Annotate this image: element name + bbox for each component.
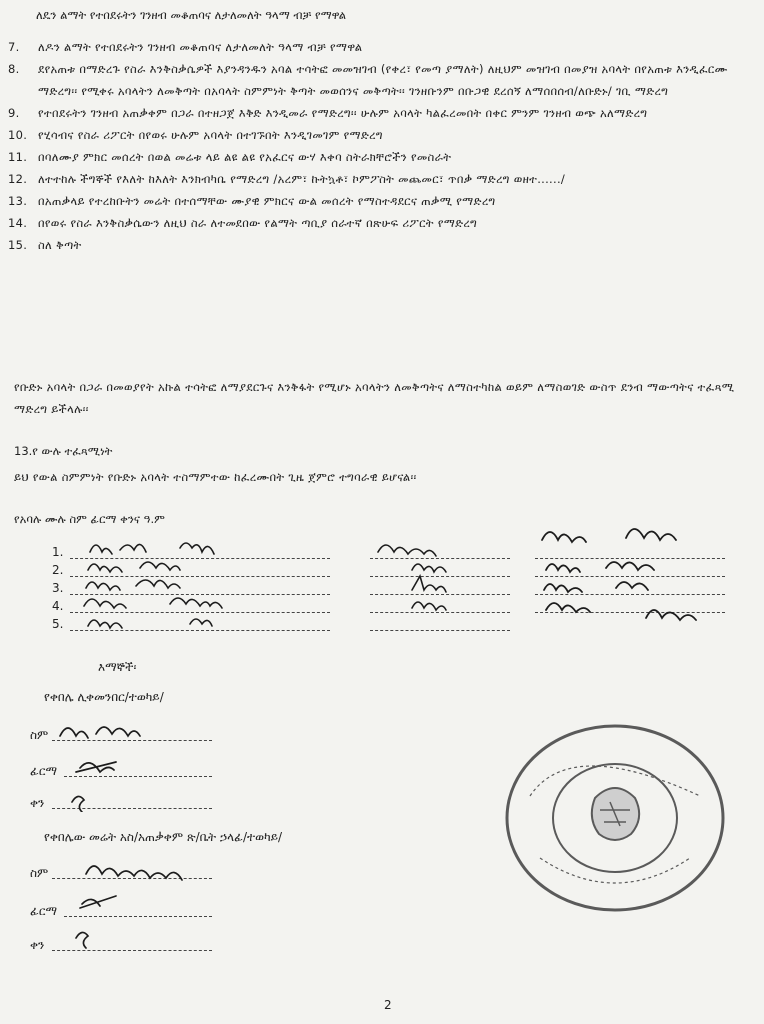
handwriting-scribble [86,580,180,590]
signer-number: 2. [52,563,64,577]
receiver2-heading: የቀበሌው መሬት አስ/አጠቃቀም ጽ/ቤት ኃላፊ/ተወካይ/ [44,830,283,844]
handwriting-scribble [86,866,182,880]
clause-text: በየወሩ የስራ እንቅስቃሴውን ለዚህ ስራ ለተመደበው የልማት ጣቢያ ሰራተኛ በጽሁፍ ሪፖርት የማድረግ [38,216,478,230]
date-scribble [542,529,676,542]
signer-number: 5. [52,617,64,631]
handwritten-names [80,534,340,634]
clause-number: 12. [8,172,28,186]
handwriting-scribble [76,932,88,948]
handwriting-scribble [60,727,140,738]
clause-text: ስለ ቅጣት [38,238,82,252]
receiver1-heading: የቀበሌ ሊቀመንበር/ተወካይ/ [44,690,164,704]
clause-item [8,102,743,124]
date-line [52,950,212,951]
name-label: ስም [30,866,49,880]
signer-number: 3. [52,581,64,595]
handwriting-scribble [84,598,222,608]
signer-number: 1. [52,545,64,559]
clause-item [8,124,743,146]
official-stamp [500,718,730,918]
handwriting-scribble [72,796,84,812]
page-number: 2 [384,998,392,1012]
clause-number: 10. [8,128,28,142]
clause-item [8,190,743,212]
clause-text: ለተተከሉ ችግኞች የእለት ከእለት እንክብካቤ የማድረግ /አረም፣ ኩትኳቶ፣ ኮምፖስት መጨመር፣ ጥበቃ ማድረግ ወዘተ....../ [38,172,566,186]
clause-number: 11. [8,150,28,164]
signers-heading: የአባሉ ሙሉ ስም ፊርማ ቀንና ዓ.ም [14,512,165,526]
date-scribble [546,603,696,620]
date-label: ቀን [30,796,45,810]
clause-text: በባለሙያ ምክር መሰረት በወል መሬቱ ላይ ልዩ ልዩ የአፈርና ውሃ እቀባ ስትራክቸሮችን የመስራት [38,150,452,164]
clause-text: ለዶን ልማት የተበደሩትን ገንዘብ መቆጠባና ለታለመለት ዓላማ ብቻ የማዋል [38,40,363,54]
receiver2-handwriting [56,850,276,950]
date-scribble [544,582,648,592]
signature-scribble [378,545,436,556]
clause-number: 8. [8,62,20,76]
stamp-text-arc [540,858,690,883]
clause-list [8,40,743,256]
clause-item [8,146,743,168]
name-label: ስም [30,728,49,742]
receiver1-handwriting [56,712,216,812]
handwriting-scribble [76,762,116,772]
signature-scribble [412,564,446,572]
handwritten-signatures [372,532,512,632]
clause-text: የሂሳብና የስራ ሪፖርት በየወሩ ሁሉም አባላት በተገኙበት እንዲገመገም የማድረግ [38,128,383,142]
clause-item [8,234,743,256]
date-scribble [546,562,654,572]
signer-number-list [52,543,63,633]
signature-scribble [412,576,446,592]
clause-text: በአጠቃላይ የተረከቡትን መሬት በተሰማቸው ሙያዊ ምክርና ውል መሰረት የማስተዳደርና ጠቃሚ የማድረግ [38,194,496,208]
section-text: ይህ የውል ስምምነት የቡድኑ አባላት ተስማምተው ከፈረሙበት ጊዜ ጀምሮ ተግባራዊ ይሆናል፡፡ [14,470,417,484]
clause-item [8,168,743,190]
signature-label: ፊርማ [30,904,58,918]
clause-text: የተበደሩትን ገንዘብ አጠቃቀም በጋራ በተዘጋጀ እቅድ እንዲመራ የማድረግ፡፡ ሁሉም አባላት ካልፈረመበት በቀር ምንም ገንዘብ ወጭ አለማድረግ [38,106,648,120]
clause-item [8,58,743,102]
clause-number: 15. [8,238,28,252]
handwritten-dates [536,514,736,634]
signature-label: ፊርማ [30,764,58,778]
signature-scribble [412,602,446,610]
witnesses-heading: እማኞች፡ [98,660,137,674]
clause-number: 13. [8,194,28,208]
handwriting-scribble [80,896,116,908]
handwriting-scribble [88,562,180,572]
clause-number: 14. [8,216,28,230]
clause-text: ደየአጠቱ በማድረጉ የስራ እንቅስቃሴዎች እያንዳንዱን አባል ተሳትፎ መመዝገብ (የቀረ፣ የመጣ ያማለት) ለዚህም መዝገብ በመያዝ አባላት በየአጠቱ እንዲፈርሙ ማድረግ፡፡ የሚቀሩ አባላትን ለመቅጣት በአባላት ስምምነት ቅጣት መወሰንና መቅጣት፡፡ ገንዘቡንም በቡጋዊ ደረሰኝ ለማሰበሰብ/ለቡድኑ/ ገቢ ማድረግ [38,62,728,98]
section-heading: 13.የ ውሉ ተፈጻሚነት [14,444,113,458]
clause-number: 9. [8,106,20,120]
clause-item [8,36,743,58]
top-clause-fragment: ለዴን ልማት የተበደሩትን ገንዘብ መቆጠባና ለታለመለት ዓላማ ብቻ የማዋል [36,8,347,22]
clause-number: 7. [8,40,20,54]
penalty-paragraph: የቡድኑ አባላት በጋራ በመወያየት አኩል ተሳትፎ ለማያደርጉና እንቅፋት የሚሆኑ አባላትን ለመቅጣትና ለማስተካከል ወይም ለማስወገድ ውስጥ ደንብ ማውጣትና ተፈጻሚ ማድረግ ይችላሉ፡፡ [14,380,735,416]
clause-item [8,212,743,234]
date-label: ቀን [30,938,45,952]
handwriting-scribble [90,543,214,554]
handwriting-scribble [88,619,212,628]
signer-number: 4. [52,599,64,613]
